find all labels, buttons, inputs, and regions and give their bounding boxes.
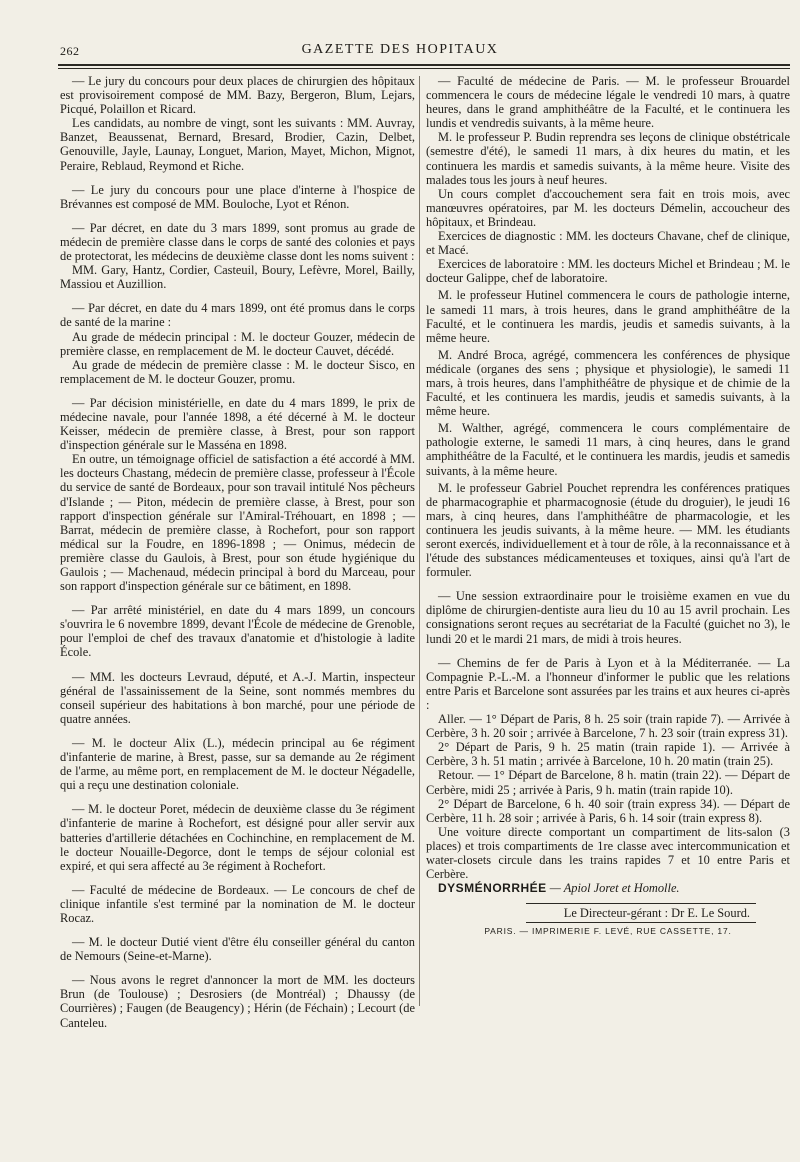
notice-retour-1: Retour. — 1° Départ de Barcelone, 8 h. matin (train 22). — Départ de Cerbère, midi 25 ; arrivée à Paris, 9 h. matin (train rapide 10). xyxy=(426,768,790,797)
notice-premiere-classe: Au grade de médecin de première classe : M. le docteur Sisco, en remplacement de M. le docteur Gouzer, promu. xyxy=(60,357,415,386)
notice-broca: M. André Broca, agrégé, commencera les conférences de physique médicale (organes des sens ; physique et physiologie), le samedi 11 mars, à trois heures, dans l'amphithéâtre de physique et de chimie de la Faculté, et les continuera les mardis, jeudis et samedis suivants, à la même heure. xyxy=(426,347,790,419)
header-rule xyxy=(58,64,790,66)
notice-dutie: — M. le docteur Dutié vient d'être élu conseiller général du canton de Nemours (Seine-et-Marne). xyxy=(60,935,415,964)
advertisement xyxy=(426,881,790,895)
header-rule-thin xyxy=(58,68,790,69)
notice-aller-1: Aller. — 1° Départ de Paris, 8 h. 25 soir (train rapide 7). — Arrivée à Cerbère, 3 h. 20 soir ; arrivée à Barcelone, 7 h. 23 soir (train express 31). xyxy=(426,712,790,741)
advertisement-title: DYSMÉNORRHÉE xyxy=(438,881,547,896)
notice-poret: — M. le docteur Poret, médecin de deuxième classe du 3e régiment d'infanterie de marine à Rochefort, est désigné pour aller servir aux batteries d'artillerie détachées en Cochinchine, en remplacement de M. le docteur Nouaille-Degorce, dont le temps de séjour colonial est expiré, et qui sera affecté au 3e régiment à Rochefort. xyxy=(60,802,415,873)
notice-decret-colonies: — Par décret, en date du 3 mars 1899, sont promus au grade de médecin de première classe dans le corps de santé des colonies et pays de protectorat, les médecins de deuxième classe dont les noms suivent : xyxy=(60,220,415,264)
notice-chirurgien-dentiste: — Une session extraordinaire pour le troisième examen en vue du diplôme de chirurgien-dentiste aura lieu du 10 au 15 avril prochain. Les consignations seront reçues au secrétariat de la Faculté (guichet no 3), le lundi 20 et le mardi 21 mars, de midi à trois heures. xyxy=(426,589,790,646)
printer-line: PARIS. — IMPRIMERIE F. LEVÉ, RUE CASSETTE, 17. xyxy=(484,926,732,937)
notice-pouchet: M. le professeur Gabriel Pouchet reprendra les conférences pratiques de pharmacographie et pharmacognosie (étude du droguier), le jeudi 16 mars, à cinq heures, dans l'amphithéâtre de pharmacologie, et les continuera les jeudis suivants, à la même heure. — MM. les étudiants seront exercés, individuellement et à tour de rôle, à la reconnaissance et à l'étude des substances médicamenteuses et toxiques, ainsi qu'à l'art de formuler. xyxy=(426,480,790,580)
signature: Le Directeur-gérant : Dr E. Le Sourd. xyxy=(563,906,750,921)
signature-rule xyxy=(526,903,756,904)
notice-medecin-principal: Au grade de médecin principal : M. le docteur Gouzer, médecin de première classe, en remplacement de M. le docteur Cauvet, décédé. xyxy=(60,329,415,358)
notice-noms-colonies: MM. Gary, Hantz, Cordier, Casteuil, Boury, Lefèvre, Morel, Bailly, Massiou et Auzillion. xyxy=(60,263,415,292)
notice-candidats: Les candidats, au nombre de vingt, sont les suivants : MM. Auvray, Banzet, Beaussenat, Bernard, Bresard, Brodier, Cazin, Delbet, Genouville, Jayle, Launay, Longuet, Marion, Mayet, Michon, Mignot, Peraire, Reblaud, Reymond et Riche. xyxy=(60,116,415,173)
notice-alix: — M. le docteur Alix (L.), médecin principal au 6e régiment d'infanterie de marine, à Brest, passe, sur sa demande au 2e régiment de l'arme, au même port, en remplacement de M. le docteur Négadelle, qui a reçu une destination coloniale. xyxy=(60,735,415,793)
journal-title: GAZETTE DES HOPITAUX xyxy=(301,42,499,57)
notice-decret-marine: — Par décret, en date du 4 mars 1899, ont été promus dans le corps de santé de la marine : xyxy=(60,301,415,330)
notice-aller-2: 2° Départ de Paris, 9 h. 25 matin (train rapide 1). — Arrivée à Cerbère, 3 h. 51 matin ; arrivée à Barcelone, 10 h. 20 matin (train 25). xyxy=(426,740,790,769)
notice-habitations: — MM. les docteurs Levraud, député, et A.-J. Martin, inspecteur général de l'assainissement de la Seine, sont nommés membres du conseil supérieur des habitations à bon marché, pour une période de quatre années. xyxy=(60,669,415,726)
notice-faculte-paris: — Faculté de médecine de Paris. — M. le professeur Brouardel commencera le cours de médecine légale le vendredi 10 mars, à quatre heures, dans le grand amphithéâtre de la Faculté, et le continuera les lundis et vendredis suivants, à la même heure. xyxy=(426,74,790,131)
notice-prix-medecine-navale: — Par décision ministérielle, en date du 4 mars 1899, le prix de médecine navale, pour l'année 1898, a été décerné à M. le docteur Keisser, médecin de première classe, à Brest, pour son rapport d'inspection générale sur le Masséna en 1898. xyxy=(60,395,415,453)
notice-budin: M. le professeur P. Budin reprendra ses leçons de clinique obstétricale (semestre d'été), le samedi 11 mars, à dix heures du matin, et les continuera les mardis et samedis suivants, à la même heure. Visite des malades tous les jours à neuf heures. xyxy=(426,130,790,187)
notice-concours-grenoble: — Par arrêté ministériel, en date du 4 mars 1899, un concours s'ouvrira le 6 novembre 1899, devant l'École de médecine de Grenoble, pour l'emploi de chef des travaux d'anatomie et d'histologie à ladite École. xyxy=(60,603,415,660)
page-number: 262 xyxy=(60,44,80,58)
notice-hutinel: M. le professeur Hutinel commencera le cours de pathologie interne, le samedi 11 mars, à trois heures, dans le grand amphithéâtre de la Faculté, et le continuera les mardis, jeudis et samedis suivants, à la même heure. xyxy=(426,288,790,345)
notice-laboratoire: Exercices de laboratoire : MM. les docteurs Michel et Brindeau ; M. le docteur Galippe, chef de laboratoire. xyxy=(426,257,790,286)
notice-walther: M. Walther, agrégé, commencera le cours complémentaire de pathologie externe, le samedi 11 mars, à cinq heures, dans le grand amphithéâtre de la Faculté, et le continuera les mardis, jeudis et samedis suivants, à la même heure. xyxy=(426,421,790,478)
printer-rule xyxy=(526,922,756,923)
notice-chemins-de-fer: — Chemins de fer de Paris à Lyon et à la Méditerranée. — La Compagnie P.-L.-M. a l'honneur d'informer le public que les relations entre Paris et Barcelone sont assurées par les trains et aux heures ci-après : xyxy=(426,655,790,712)
right-column xyxy=(426,74,790,938)
notice-diagnostic: Exercices de diagnostic : MM. les docteurs Chavane, chef de clinique, et Macé. xyxy=(426,229,790,258)
notice-faculte-bordeaux: — Faculté de médecine de Bordeaux. — Le concours de chef de clinique infantile s'est terminé par la nomination de M. le docteur Rocaz. xyxy=(60,882,415,925)
column-divider xyxy=(419,76,420,1006)
notice-accouchement: Un cours complet d'accouchement sera fait en trois mois, avec manœuvres opératoires, par M. les docteurs Démelin, accoucheur des hôpitaux, et Brindeau. xyxy=(426,186,790,229)
notice-jury-chirurgien: — Le jury du concours pour deux places de chirurgien des hôpitaux est provisoirement composé de MM. Bazy, Bergeron, Blum, Lejars, Picqué, Polaillon et Ricard. xyxy=(60,74,415,117)
notice-temoignage: En outre, un témoignage officiel de satisfaction a été accordé à MM. les docteurs Chastang, médecin de première classe, professeur à l'École du service de santé de Bordeaux, pour son travail intitulé Nos pêcheurs d'Islande ; — Piton, médecin de première classe, à Brest, pour son rapport d'inspection générale sur l'Amiral-Tréhouart, en 1898 ; — Barrat, médecin de première classe, à Rochefort, pour son rapport médical sur la Foudre, en 1896-1898 ; — Onimus, médecin de première classe du Gaulois, à Brest, pour son étude hygiénique du Gaulois ; — Machenaud, médecin principal à bord du Marceau, pour son rapport d'inspection générale sur ce bâtiment, en 1898. xyxy=(60,452,415,594)
notice-necrologie: — Nous avons le regret d'annoncer la mort de MM. les docteurs Brun (de Toulouse) ; Desrosiers (de Montréal) ; Dhaussy (de Courrières) ; Faugen (de Beaugency) ; Hérin (de Féchain) ; Lecourt (de Canteleu. xyxy=(60,973,415,1030)
notice-voiture-directe: Une voiture directe comportant un compartiment de lits-salon (3 places) et trois compartiments de 1re classe avec intercommunication et water-closets circule dans les trains rapides 7 et 10 entre Paris et Cerbère. xyxy=(426,824,790,882)
advertisement-text: — Apiol Joret et Homolle. xyxy=(549,881,680,896)
notice-retour-2: 2° Départ de Barcelone, 6 h. 40 soir (train express 34). — Départ de Cerbère, 11 h. 28 soir ; arrivée à Paris, 6 h. 14 soir (train express 8). xyxy=(426,796,790,825)
notice-jury-interne: — Le jury du concours pour une place d'interne à l'hospice de Brévannes est composé de MM. Bouloche, Lyot et Rénon. xyxy=(60,182,415,211)
left-column xyxy=(60,74,415,1030)
